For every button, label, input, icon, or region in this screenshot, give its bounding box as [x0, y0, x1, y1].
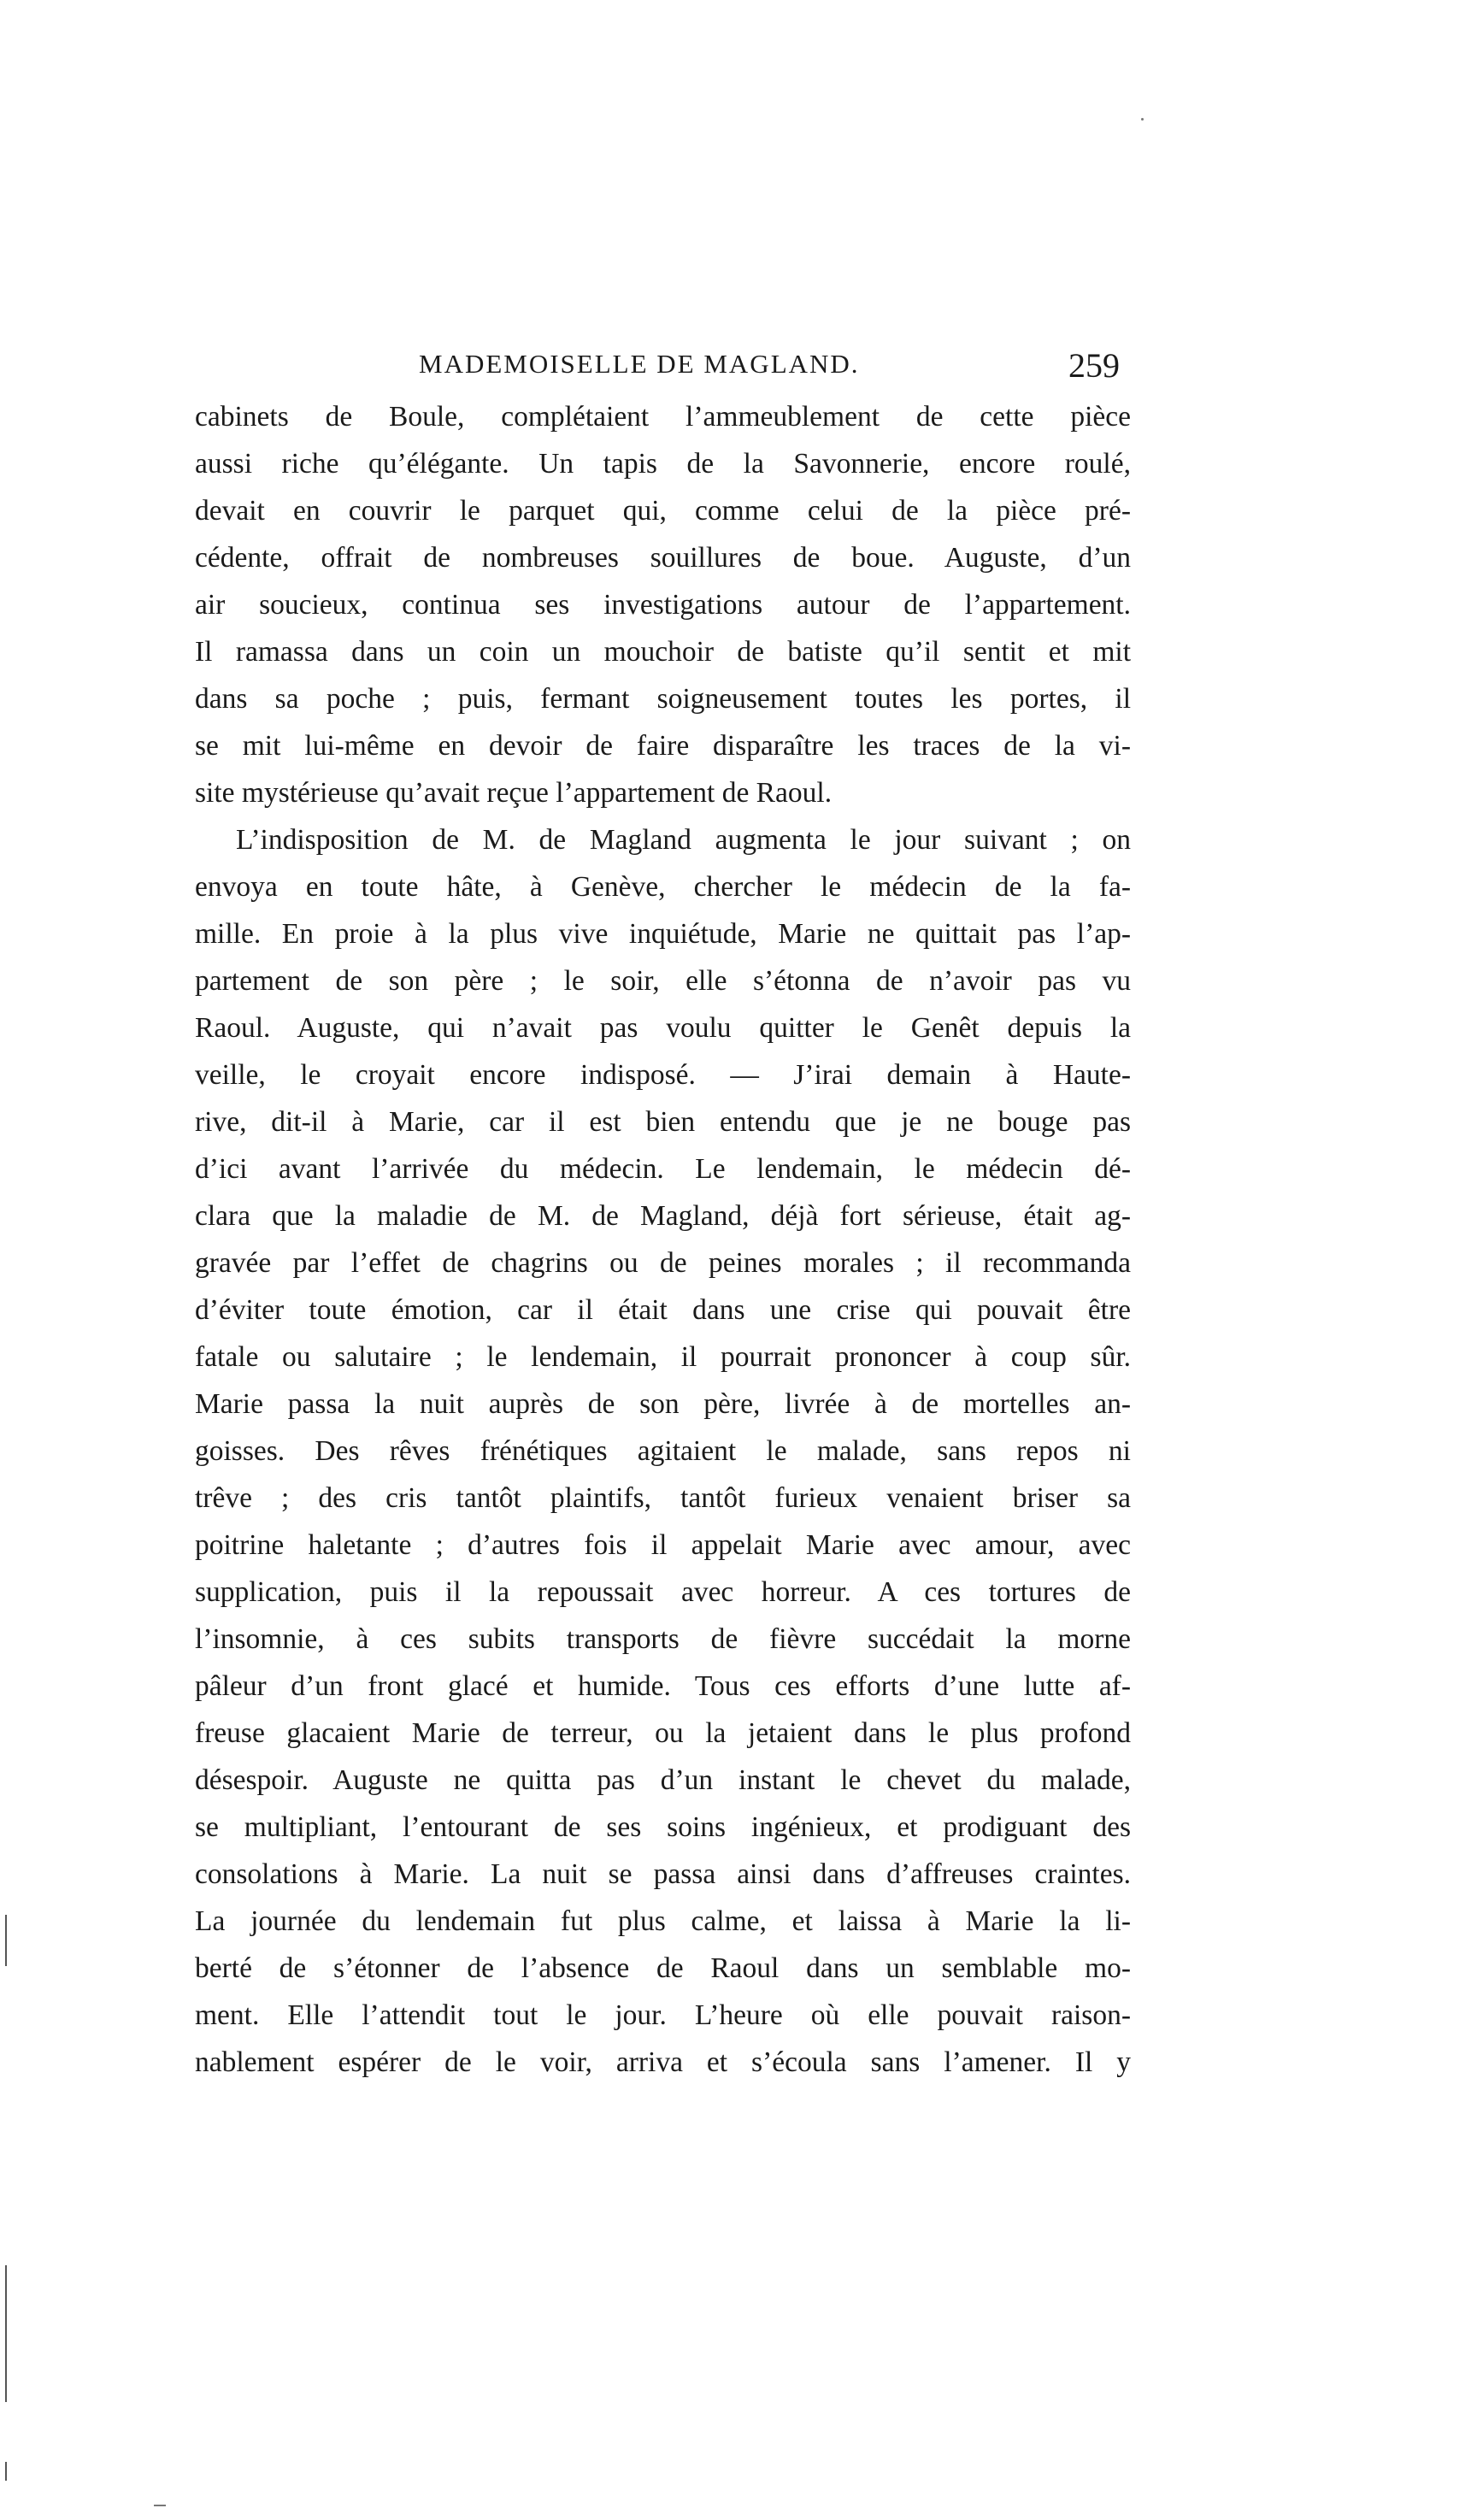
scan-margin-mark [5, 1915, 7, 1966]
text-line: l’insomnie, à ces subits transports de fièvre succédait la morne [195, 1623, 1131, 1655]
text-line: gravée par l’effet de chagrins ou de peines morales ; il recommanda [195, 1247, 1131, 1279]
text-line: mille. En proie à la plus vive inquiétude, Marie ne quittait pas l’ap- [195, 918, 1131, 950]
text-line: freuse glacaient Marie de terreur, ou la jetaient dans le plus profond [195, 1717, 1131, 1749]
text-line: aussi riche qu’élégante. Un tapis de la Savonnerie, encore roulé, [195, 448, 1131, 480]
text-line: dans sa poche ; puis, fermant soigneusement toutes les portes, il [195, 683, 1131, 715]
body-text [195, 393, 1131, 2086]
text-line: désespoir. Auguste ne quitta pas d’un instant le chevet du malade, [195, 1764, 1131, 1796]
text-line: envoya en toute hâte, à Genève, chercher le médecin de la fa- [195, 871, 1131, 903]
text-line: consolations à Marie. La nuit se passa ainsi dans d’affreuses craintes. [195, 1858, 1131, 1890]
text-line: veille, le croyait encore indisposé. — J’irai demain à Haute- [195, 1059, 1131, 1091]
text-line: Il ramassa dans un coin un mouchoir de batiste qu’il sentit et mit [195, 636, 1131, 668]
paragraph-start-line: L’indisposition de M. de Magland augmenta le jour suivant ; on [236, 824, 1131, 856]
text-line: devait en couvrir le parquet qui, comme celui de la pièce pré- [195, 495, 1131, 527]
text-line: partement de son père ; le soir, elle s’étonna de n’avoir pas vu [195, 965, 1131, 997]
text-line: pâleur d’un front glacé et humide. Tous ces efforts d’une lutte af- [195, 1670, 1131, 1702]
text-line: fatale ou salutaire ; le lendemain, il pourrait prononcer à coup sûr. [195, 1341, 1131, 1373]
text-line: d’éviter toute émotion, car il était dans une crise qui pouvait être [195, 1294, 1131, 1326]
scan-margin-mark [5, 2462, 7, 2481]
text-line: trêve ; des cris tantôt plaintifs, tantôt furieux venaient briser sa [195, 1482, 1131, 1514]
text-line: rive, dit-il à Marie, car il est bien entendu que je ne bouge pas [195, 1106, 1131, 1138]
text-line: supplication, puis il la repoussait avec horreur. A ces tortures de [195, 1576, 1131, 1608]
running-title: MADEMOISELLE DE MAGLAND. [419, 349, 860, 379]
text-line: ment. Elle l’attendit tout le jour. L’heure où elle pouvait raison- [195, 1999, 1131, 2031]
text-line: clara que la maladie de M. de Magland, déjà fort sérieuse, était ag- [195, 1200, 1131, 1232]
text-line: Marie passa la nuit auprès de son père, livrée à de mortelles an- [195, 1388, 1131, 1420]
text-line: poitrine haletante ; d’autres fois il appelait Marie avec amour, avec [195, 1529, 1131, 1561]
text-line: air soucieux, continua ses investigations autour de l’appartement. [195, 589, 1131, 621]
page-number: 259 [1068, 346, 1120, 385]
text-line: se multipliant, l’entourant de ses soins ingénieux, et prodiguant des [195, 1811, 1131, 1843]
text-line: berté de s’étonner de l’absence de Raoul dans un semblable mo- [195, 1952, 1131, 1984]
text-line: La journée du lendemain fut plus calme, et laissa à Marie la li- [195, 1905, 1131, 1937]
text-line: nablement espérer de le voir, arriva et s’écoula sans l’amener. Il y [195, 2046, 1131, 2078]
scan-dust-dot [154, 2505, 166, 2506]
scan-margin-mark [5, 2265, 7, 2402]
text-line: d’ici avant l’arrivée du médecin. Le lendemain, le médecin dé- [195, 1153, 1131, 1185]
text-line: goisses. Des rêves frénétiques agitaient le malade, sans repos ni [195, 1435, 1131, 1467]
text-line: se mit lui-même en devoir de faire disparaître les traces de la vi- [195, 730, 1131, 762]
text-line: cédente, offrait de nombreuses souillures de boue. Auguste, d’un [195, 542, 1131, 574]
text-line: Raoul. Auguste, qui n’avait pas voulu quitter le Genêt depuis la [195, 1012, 1131, 1044]
scan-dust-dot [1141, 118, 1144, 121]
text-line: cabinets de Boule, complétaient l’ammeublement de cette pièce [195, 401, 1131, 433]
text-line: site mystérieuse qu’avait reçue l’appartement de Raoul. [195, 777, 833, 809]
